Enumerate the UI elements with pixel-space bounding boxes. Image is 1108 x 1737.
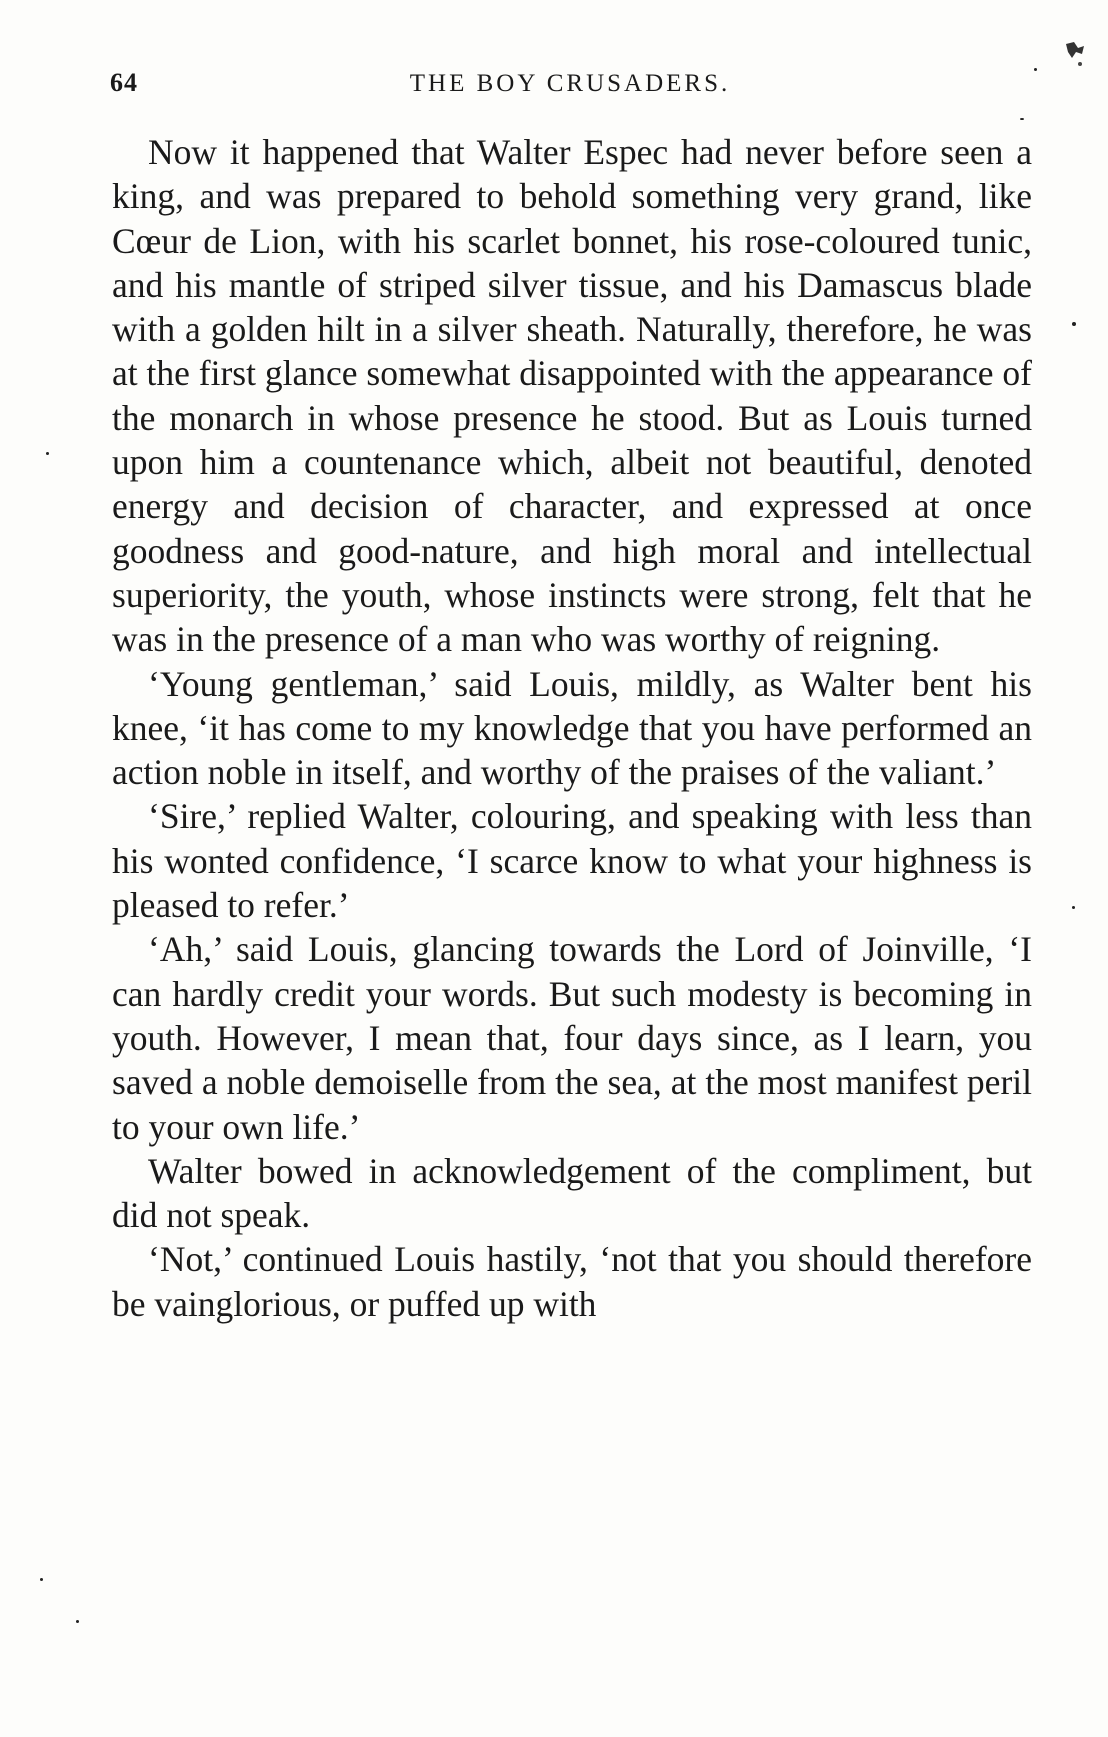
paragraph: ‘Ah,’ said Louis, glancing towards the Lord of Joinville, ‘I can hardly credit your words. But such modesty is becoming in youth. However, I mean that, four days since, as I learn, you saved a noble demoiselle from the sea, at the most manifest peril to your own life.’ xyxy=(112,929,1032,1147)
scan-speck xyxy=(1020,118,1024,120)
scan-speck xyxy=(40,1578,43,1581)
scan-speck xyxy=(1034,68,1037,71)
paragraph: Walter bowed in acknowledgement of the compliment, but did not speak. xyxy=(112,1150,1032,1236)
scan-speck xyxy=(1072,322,1076,326)
scan-speck xyxy=(46,452,49,455)
scan-mark-icon xyxy=(1064,40,1086,70)
running-head: THE BOY CRUSADERS. xyxy=(409,70,731,97)
page-number: 64 xyxy=(110,68,138,97)
body-text xyxy=(112,130,1032,1326)
paragraph: Now it happened that Walter Espec had never before seen a king, and was prepared to behold something very grand, like Cœur de Lion, with his scarlet bonnet, his rose-coloured tunic, and his mantle of striped silver tissue, and his Damascus blade with a golden hilt in a silver sheath. Naturally, therefore, he was at the first glance somewhat disappointed with the appearance of the monarch in whose presence he stood. But as Louis turned upon him a countenance which, albeit not beautiful, denoted energy and decision of character, and expressed at once goodness and good-nature, and high moral and intellectual superiority, the youth, whose instincts were strong, felt that he was in the presence of a man who was worthy of reigning. xyxy=(112,132,1032,660)
paragraph: ‘Not,’ continued Louis hastily, ‘not that you should therefore be vainglorious, or puffed up with xyxy=(112,1239,1032,1324)
scan-speck xyxy=(76,1620,79,1623)
paragraph: ‘Sire,’ replied Walter, colouring, and speaking with less than his wonted confidence, ‘I scarce know to what your highness is pleased to refer.’ xyxy=(112,796,1032,926)
page-header xyxy=(110,68,1030,108)
scan-speck xyxy=(1072,906,1075,909)
paragraph: ‘Young gentleman,’ said Louis, mildly, as Walter bent his knee, ‘it has come to my knowledge that you have performed an action noble in itself, and worthy of the praises of the valiant.’ xyxy=(112,663,1032,793)
